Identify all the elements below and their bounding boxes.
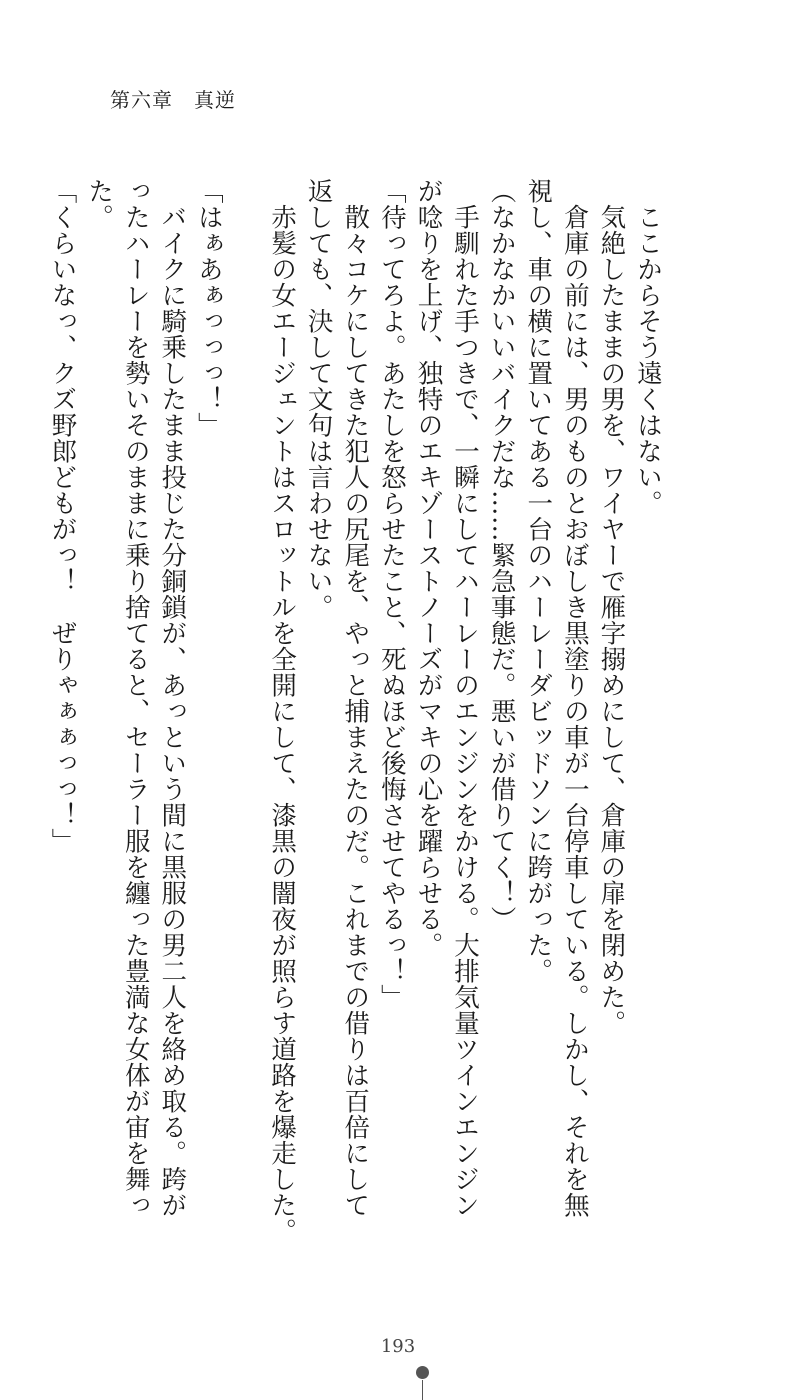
body-text (44, 178, 666, 1244)
text-line: が唸りを上げ、独特のエキゾーストノーズがマキの心を躍らせる。 (413, 178, 444, 958)
text-line: 気絶したままの男を、ワイヤーで雁字搦めにして、倉庫の扉を閉めた。 (596, 178, 627, 1036)
text-line: 散々コケにしてきた犯人の尻尾を、やっと捕まえたのだ。これまでの借りは百倍にして (340, 178, 371, 1218)
text-line: 「くらいなっ、クズ野郎どもがっ！ ぜりゃぁぁっっ！」 (47, 178, 78, 854)
folio-dot-ornament (416, 1366, 429, 1379)
text-line: （なかなかいいバイクだな……緊急事態だ。悪いが借りてく！） (486, 178, 517, 932)
text-line: 手馴れた手つきで、一瞬にしてハーレーのエンジンをかける。大排気量ツインエンジン (450, 178, 481, 1218)
text-line: た。 (84, 178, 115, 230)
text-line: ここからそう遠くはない。 (633, 178, 663, 516)
text-line: 倉庫の前には、男のものとおぼしき黒塗りの車が一台停車している。しかし、それを無 (559, 178, 590, 1218)
text-line: 赤髪の女エージェントはスロットルを全開にして、漆黒の闇夜が照らす道路を爆走した。 (267, 178, 298, 1244)
text-line: 返しても、決して文句は言わせない。 (303, 178, 334, 620)
running-head: 第六章 真逆 (110, 88, 236, 112)
page-number: 193 (380, 1336, 416, 1357)
blank-line (227, 178, 264, 1178)
folio-rule-ornament (422, 1380, 423, 1400)
text-line: 「待ってろよ。あたしを怒らせたこと、死ぬほど後悔させてやるっ！」 (376, 178, 407, 1010)
text-line: 「はぁあぁっっっ！」 (193, 178, 224, 438)
text-line: 視し、車の横に置いてある一台のハーレーダビッドソンに跨がった。 (523, 178, 554, 984)
text-line: ったハーレーを勢いそのままに乗り捨てると、セーラー服を纏った豊満な女体が宙を舞っ (120, 178, 151, 1218)
text-line: バイクに騎乗したまま投じた分銅鎖が、あっという間に黒服の男二人を絡め取る。跨が (157, 178, 188, 1218)
